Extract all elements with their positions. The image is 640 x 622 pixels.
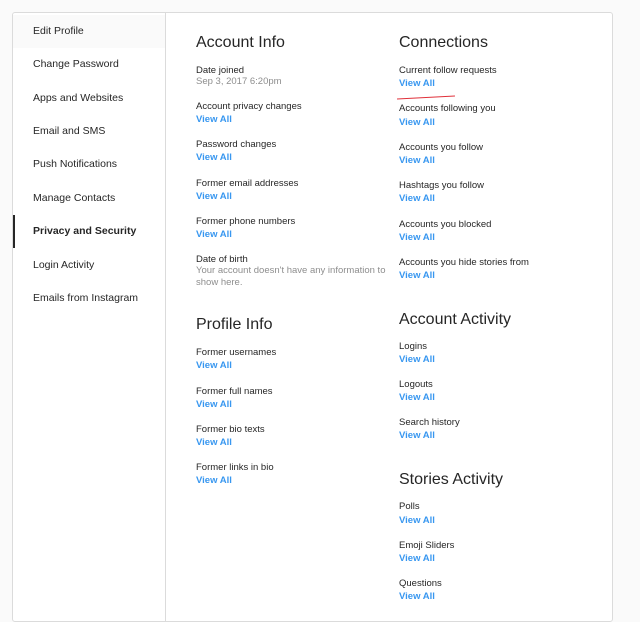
- questions-label: Questions: [399, 578, 442, 589]
- sidebar-item-privacy-security[interactable]: Privacy and Security: [13, 215, 165, 248]
- sidebar-item-apps-websites[interactable]: Apps and Websites: [33, 92, 124, 104]
- hashtags-view-all[interactable]: View All: [399, 193, 435, 204]
- following-you-view-all[interactable]: View All: [399, 117, 435, 128]
- privacy-content: [165, 13, 612, 621]
- logouts-label: Logouts: [399, 379, 433, 390]
- logins-view-all[interactable]: View All: [399, 354, 435, 365]
- dob-label: Date of birth: [196, 254, 248, 265]
- former-emails-view-all[interactable]: View All: [196, 191, 232, 202]
- emoji-sliders-label: Emoji Sliders: [399, 540, 455, 551]
- you-follow-view-all[interactable]: View All: [399, 155, 435, 166]
- date-joined-label: Date joined: [196, 65, 245, 76]
- privacy-changes-label: Account privacy changes: [196, 101, 302, 112]
- sidebar-item-push-notifications[interactable]: Push Notifications: [33, 158, 118, 170]
- former-full-names-view-all[interactable]: View All: [196, 399, 232, 410]
- former-links-label: Former links in bio: [196, 462, 274, 473]
- hide-stories-label: Accounts you hide stories from: [399, 257, 529, 268]
- hide-stories-view-all[interactable]: View All: [399, 270, 435, 281]
- sidebar-item-change-password[interactable]: Change Password: [33, 58, 119, 70]
- dob-value: Your account doesn't have any information to show here.: [196, 265, 386, 288]
- follow-requests-label: Current follow requests: [399, 65, 497, 76]
- former-links-view-all[interactable]: View All: [196, 475, 232, 486]
- sidebar-item-login-activity[interactable]: Login Activity: [33, 259, 95, 271]
- sidebar-item-edit-profile[interactable]: Edit Profile: [13, 15, 165, 48]
- former-bio-label: Former bio texts: [196, 424, 265, 435]
- former-usernames-view-all[interactable]: View All: [196, 360, 232, 371]
- polls-view-all[interactable]: View All: [399, 515, 435, 526]
- sidebar-item-emails-instagram[interactable]: Emails from Instagram: [33, 292, 139, 304]
- account-info-title: Account Info: [196, 34, 285, 51]
- former-emails-label: Former email addresses: [196, 178, 299, 189]
- logins-label: Logins: [399, 341, 427, 352]
- search-history-label: Search history: [399, 417, 460, 428]
- profile-info-title: Profile Info: [196, 316, 273, 333]
- search-history-view-all[interactable]: View All: [399, 430, 435, 441]
- polls-label: Polls: [399, 501, 420, 512]
- password-changes-view-all[interactable]: View All: [196, 152, 232, 163]
- annotation-underline: [397, 95, 455, 99]
- connections-title: Connections: [399, 34, 488, 51]
- follow-requests-view-all[interactable]: View All: [399, 78, 435, 89]
- former-phones-view-all[interactable]: View All: [196, 229, 232, 240]
- settings-panel: [12, 12, 613, 622]
- following-you-label: Accounts following you: [399, 103, 496, 114]
- sidebar-item-manage-contacts[interactable]: Manage Contacts: [33, 192, 116, 204]
- blocked-view-all[interactable]: View All: [399, 232, 435, 243]
- settings-sidebar: [13, 13, 166, 621]
- privacy-changes-view-all[interactable]: View All: [196, 114, 232, 125]
- you-follow-label: Accounts you follow: [399, 142, 483, 153]
- former-full-names-label: Former full names: [196, 386, 273, 397]
- stories-activity-title: Stories Activity: [399, 471, 504, 488]
- date-joined-value: Sep 3, 2017 6:20pm: [196, 76, 282, 87]
- emoji-sliders-view-all[interactable]: View All: [399, 553, 435, 564]
- former-phones-label: Former phone numbers: [196, 216, 296, 227]
- former-bio-view-all[interactable]: View All: [196, 437, 232, 448]
- blocked-label: Accounts you blocked: [399, 219, 492, 230]
- questions-view-all[interactable]: View All: [399, 591, 435, 602]
- hashtags-label: Hashtags you follow: [399, 180, 485, 191]
- password-changes-label: Password changes: [196, 139, 277, 150]
- account-activity-title: Account Activity: [399, 311, 512, 328]
- sidebar-item-email-sms[interactable]: Email and SMS: [33, 125, 106, 137]
- former-usernames-label: Former usernames: [196, 347, 277, 358]
- logouts-view-all[interactable]: View All: [399, 392, 435, 403]
